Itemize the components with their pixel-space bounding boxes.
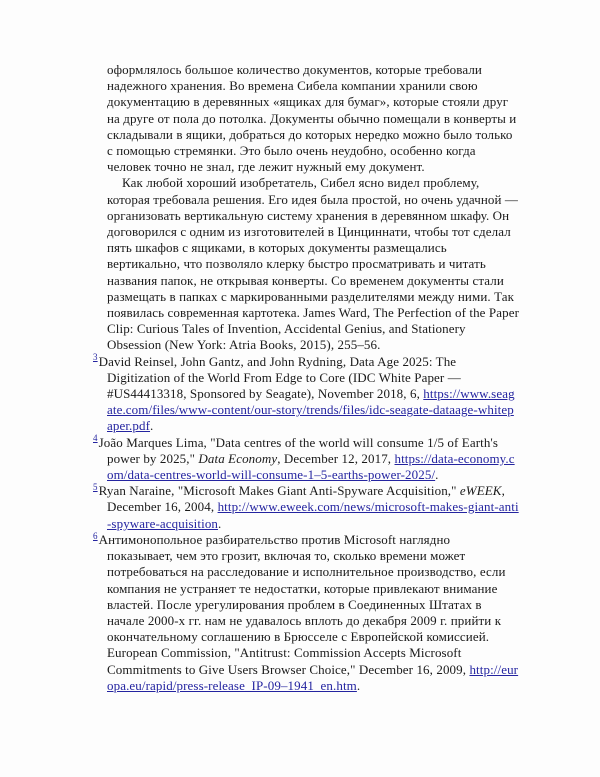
text-run: , December 12, 2017, (277, 450, 395, 466)
body-paragraph (107, 62, 519, 175)
footnote-number-link[interactable]: 4 (93, 433, 98, 444)
text-run: . (356, 677, 361, 693)
text-run: Антимонопольное разбирательство против Microsoft наглядно показывает, чем это грозит, включая то, сколько времени может потребоваться на расследование и исполнительное производство, если компания не устраняет те недостатки, которые привлекают внимание властей. После урегулирования проблем в Соединенных Штатах в начале 2000-х гг. нам не удавалось вплоть до декабря 2009 г. прийти к окончательному соглашению в Брюсселе с Европейской комиссией. European Commission, "Antitrust: Commission Accepts Microsoft Commitments to Give Users Browser Choice," December 16, 2009, (98, 531, 506, 677)
hyperlink[interactable]: http://www.eweek.com/news/microsoft-makes-giant-anti-spyware-acquisition (107, 499, 519, 531)
text-run: João Marques Lima, "Data centres of the world will consume 1/5 of Earth's power by 2025," (98, 434, 499, 466)
text-run: . (218, 515, 222, 531)
footnote-number-link[interactable]: 3 (93, 352, 98, 363)
footnote-paragraph (93, 352, 519, 435)
footnote-number-link[interactable]: 6 (93, 530, 98, 541)
text-run: , December 16, 2004, (107, 483, 505, 515)
footnote-number-link[interactable]: 5 (93, 481, 98, 492)
text-run: . (435, 467, 439, 483)
footnote-paragraph (93, 481, 519, 532)
text-run: David Reinsel, John Gantz, and John Rydning, Data Age 2025: The Digitization of the World From Edge to Core (IDC White Paper — #US44413318, Sponsored by Seagate), November 2018, 6, (98, 353, 461, 402)
footnote-paragraph (93, 433, 519, 484)
text-run: оформлялось большое количество документов, которые требовали надежного хранения. Во времена Сибела компании хранили свою документацию в деревянных «ящиках для бумаг», которые стояли друг на друге от пола до потолка. Документы обычно помещали в конверты и складывали в ящики, добраться до которых нередко можно было только с помощью стремянки. Это было очень неудобно, особенно когда человек точно не знал, где лежит нужный ему документ. (107, 62, 517, 175)
text-run: . (150, 418, 154, 434)
hyperlink[interactable]: http://europa.eu/rapid/press-release_IP-09–1941_en.htm (107, 661, 519, 693)
body-paragraph (107, 175, 519, 353)
italic-text: eWEEK (459, 483, 502, 499)
hyperlink[interactable]: https://www.seagate.com/files/www-content/our-story/trends/files/idc-seagate-dataage-whitepaper.pdf (107, 386, 515, 434)
page-text (93, 62, 519, 694)
hyperlink[interactable]: https://data-economy.com/data-centres-world-will-consume-1–5-earths-power-2025/ (107, 450, 515, 483)
text-run: Ryan Naraine, "Microsoft Makes Giant Anti-Spyware Acquisition," (98, 483, 460, 499)
text-run: Как любой хороший изобретатель, Сибел ясно видел проблему, которая требовала решения. Его идея была простой, но очень удачной — организовать вертикальную систему хранения в деревянном шкафу. Он договорился с одним из изготовителей в Цинциннати, чтобы тот сделал пять шкафов с ящиками, в которых документы размещались вертикально, что позволяло клерку быстро просматривать и читать названия папок, не открывая конверты. Со временем документы стали размещать в папках с маркированными разделителями между ними. Так появилась современная картотека. James Ward, The Perfection of the Paper Clip: Curious Tales of Invention, Accidental Genius, and Stationery Obsession (New York: Atria Books, 2015), 255–56. (107, 175, 519, 353)
italic-text: Data Economy (198, 450, 278, 466)
footnote-paragraph (93, 530, 519, 694)
